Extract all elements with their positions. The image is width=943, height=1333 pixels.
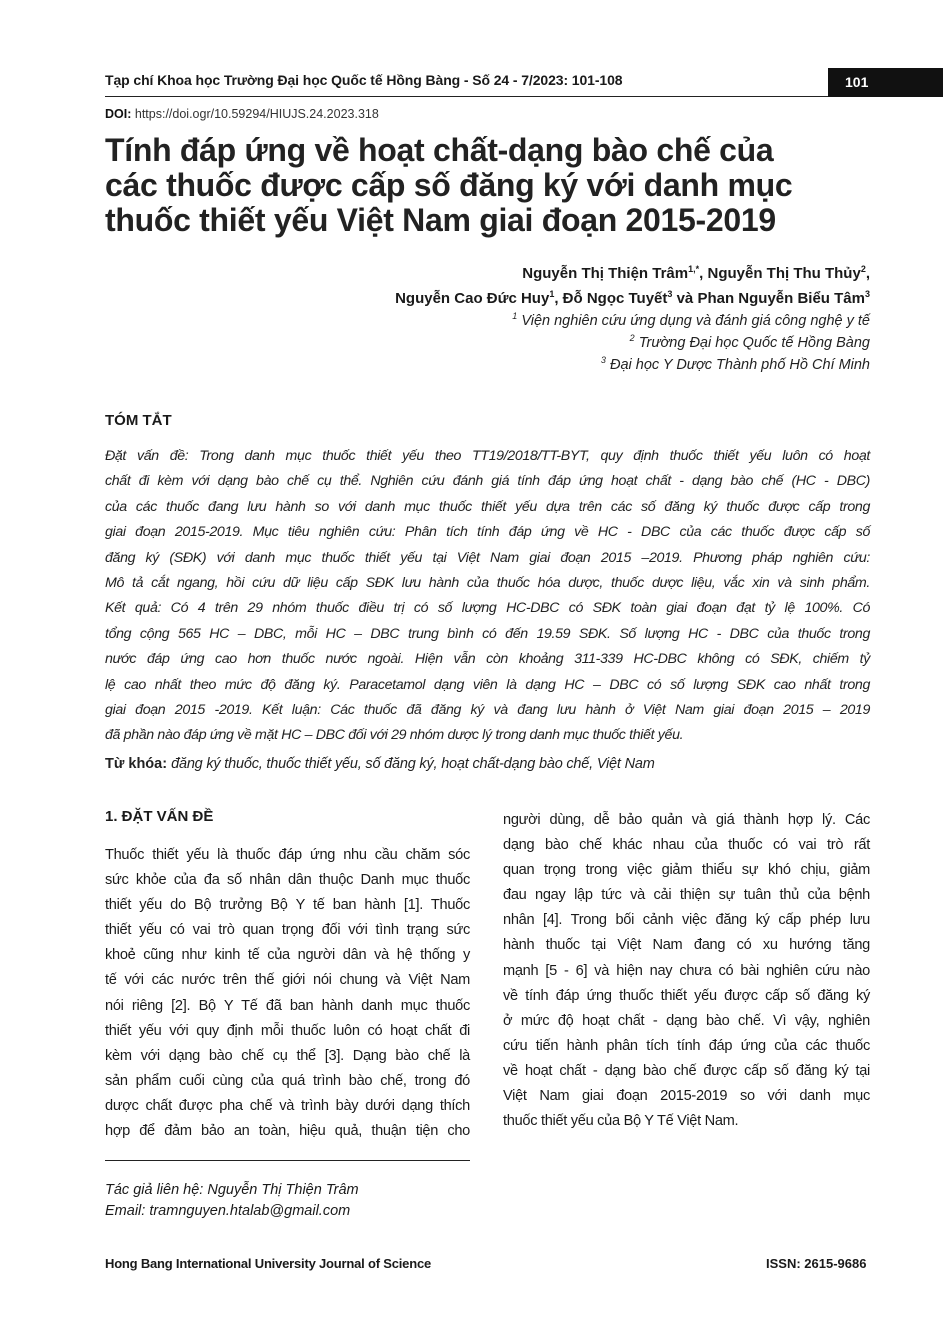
text-line: thiết yếu do Bộ trưởng Bộ Y tế ban hành [1]. Thuốc <box>105 897 470 914</box>
text-line: đã phần nào đáp ứng về mặt HC – DBC đối với 29 nhóm dược lý trong danh mục thuốc thiết yếu. <box>105 727 684 744</box>
text-line: đăng ký (SĐK) với danh mục thuốc thiết yếu tại Việt Nam giai đoạn 2015 –2019. Phương pháp nghiên cứu: <box>105 549 870 566</box>
author-sup: 1,* <box>688 264 700 274</box>
author: Nguyễn Cao Đức Huy <box>395 290 550 307</box>
author-sup: 3 <box>864 289 870 299</box>
text-line: hợp để đảm bảo an toàn, hiệu quả, thuận tiện cho <box>105 1123 470 1140</box>
author: Đỗ Ngọc Tuyết <box>562 290 668 307</box>
body-column-left <box>105 843 470 1144</box>
journal-header: Tạp chí Khoa học Trường Đại học Quốc tế Hồng Bàng - Số 24 - 7/2023: 101-108 <box>105 72 623 88</box>
body-column-right <box>503 808 870 1134</box>
text-line: nhân [4]. Trong bối cảnh việc đăng ký cấp phép lưu <box>503 912 870 929</box>
footer-journal: Hong Bang International University Journal of Science <box>105 1256 432 1271</box>
text-line: mạnh [5 - 6] và hiện nay chưa có bài nghiên cứu nào <box>503 962 870 979</box>
author-sup: 2 <box>860 264 866 274</box>
text-line: sản phẩm cuối cùng của quá trình bào chế, trong đó <box>105 1072 470 1089</box>
footnote <box>105 1180 359 1222</box>
abstract-body <box>105 444 870 749</box>
text-line: kèm với dạng bào chế cụ thể [3]. Dạng bào chế là <box>105 1047 470 1064</box>
text-line: Mô tả cắt ngang, hồi cứu dữ liệu cấp SĐK lưu hành của thuốc hóa dược, thuốc dược liệu, vắc xin và sinh phẩm. <box>105 575 870 592</box>
title-line: thuốc thiết yếu Việt Nam giai đoạn 2015-2019 <box>105 202 776 238</box>
affiliation-text: Đại học Y Dược Thành phố Hồ Chí Minh <box>609 357 870 373</box>
authors: Nguyễn Thị Thiện Trâm$^{1,*}$, Nguyễn Thị Thu Thủy$^2$, Nguyễn Cao Đức Huy$^1$, Đỗ Ngọc Tuyết$^3$ và Phan Nguyễn Biểu Tâm$^3$ <box>395 264 870 307</box>
affiliation <box>512 354 870 376</box>
text-line: lệ cao nhất theo mức độ đăng ký. Paracetamol dạng viên là dạng HC – DBC có số lượng SĐK cao nhất trong <box>105 676 870 693</box>
keywords-label: Từ khóa: <box>105 756 168 772</box>
text-line: dược chất được pha chế và trình bày dưới dạng thích <box>105 1097 470 1114</box>
text-line: Kết quả: Có 4 trên 29 nhóm thuốc điều trị có số lượng HC-DBC có SĐK toàn giai đoạn đạt tỷ lệ 100%. Có <box>105 600 870 617</box>
title-line: Tính đáp ứng về hoạt chất-dạng bào chế của <box>105 132 774 168</box>
corresponding-author: Tác giả liên hệ: Nguyễn Thị Thiện Trâm <box>105 1182 359 1198</box>
text-line: Thuốc thiết yếu là thuốc đáp ứng nhu cầu chăm sóc <box>105 847 470 863</box>
affiliation-sup: 3 <box>600 355 606 366</box>
author-sup: 3 <box>667 289 673 299</box>
title-line: các thuốc được cấp số đăng ký với danh mục <box>105 167 793 203</box>
text-line: đau ngay lập tức và cải thiện sự tuân thủ của bệnh <box>503 887 870 904</box>
text-line: dạng bào chế khác nhau của thuốc có vai trò rất <box>503 837 870 854</box>
article-title <box>105 133 885 238</box>
keywords-text: đăng ký thuốc, thuốc thiết yếu, số đăng ký, hoạt chất-dạng bào chế, Việt Nam <box>171 756 655 772</box>
author-sup: 1 <box>549 289 555 299</box>
affiliation <box>512 310 870 332</box>
doi-link[interactable]: https://doi.ogr/10.59294/HIUJS.24.2023.318 <box>134 107 379 121</box>
text-line: thuốc thiết yếu của Bộ Y Tế Việt Nam. <box>503 1113 739 1130</box>
affiliation-sup: 2 <box>629 333 635 344</box>
text-line: sức khỏe của đa số nhân dân thuộc Danh mục thuốc <box>105 872 470 889</box>
text-line: người dùng, dễ bảo quản và giá thành hợp lý. Các <box>503 812 870 828</box>
author: Nguyễn Thị Thu Thủy <box>707 265 861 282</box>
footnote-rule <box>105 1160 470 1161</box>
abstract-heading: TÓM TẮT <box>105 412 172 429</box>
affiliations <box>512 310 870 376</box>
text-line: của các thuốc đang lưu hành so với danh mục thuốc thiết yếu dựa trên các số đăng ký thuốc được cấp trong <box>105 498 870 515</box>
text-line: hành thuốc tại Việt Nam đang có xu hướng tăng <box>503 937 870 954</box>
footer-issn: ISSN: 2615-9686 <box>766 1256 867 1271</box>
text-line: ở mức độ hoạt chất - dạng bào chế. Vì vậy, nghiên <box>503 1012 870 1029</box>
affiliation <box>512 332 870 354</box>
text-line: giai đoạn 2015-2019. Mục tiêu nghiên cứu: Phân tích tính đáp ứng về HC - DBC của các thuốc được cấp số <box>105 524 870 541</box>
page-number: 101 <box>828 68 943 97</box>
text-line: thiết yếu có vai trò quan trọng đối với tình trạng sức <box>105 922 470 939</box>
section-heading: 1. ĐẶT VẤN ĐỀ <box>105 808 214 825</box>
affiliation-text: Trường Đại học Quốc tế Hồng Bàng <box>638 335 870 351</box>
header-rule <box>105 96 828 97</box>
author: Nguyễn Thị Thiện Trâm <box>522 265 689 282</box>
text-line: cứu tiến hành phân tích tính đáp ứng của các thuốc <box>503 1037 870 1054</box>
doi-label: DOI: <box>105 107 132 121</box>
text-line: Việt Nam giai đoạn 2015-2019 so với danh mục <box>503 1088 870 1105</box>
text-line: thiết yếu với quy định mỗi thuốc luôn có hoạt chất đi <box>105 1022 470 1039</box>
corresponding-email[interactable]: Email: tramnguyen.htalab@gmail.com <box>105 1203 351 1219</box>
affiliation-sup: 1 <box>512 311 518 322</box>
keywords <box>105 756 655 772</box>
text-line: nói riêng [2]. Bộ Y Tế đã ban hành danh mục thuốc <box>105 997 470 1014</box>
text-line: tổng cộng 565 HC – DBC, mỗi HC – DBC trung bình có đến 19.59 SĐK. Số lượng HC - DBC của thuốc trong <box>105 625 870 642</box>
author-conjunction: và <box>676 290 694 307</box>
text-line: Đặt vấn đề: Trong danh mục thuốc thiết yếu theo TT19/2018/TT-BYT, quy định thuốc thiết yếu luôn có hoạt <box>105 448 870 464</box>
text-line: khoẻ cũng như kinh tế của người dân và hệ thống y <box>105 947 470 964</box>
text-line: chất đi kèm với dạng bào chế cụ thể. Nghiên cứu đánh giá tính đáp ứng hoạt chất - dạng bào chế (HC - DBC) <box>105 473 870 490</box>
text-line: tế với các nước trên thế giới nói chung và Việt Nam <box>105 972 470 989</box>
text-line: nước đáp ứng cao hơn thuốc nước ngoài. Hiện vẫn còn khoảng 311-339 HC-DBC không có SĐK, chiếm tỷ <box>105 651 870 668</box>
text-line: về hoạt chất - dạng bào chế được cấp số đăng ký tại <box>503 1062 870 1079</box>
text-line: giai đoạn 2015 -2019. Kết luận: Các thuốc đã đăng ký và đang lưu hành ở Việt Nam giai đoạn 2015 – 2019 <box>105 702 870 719</box>
text-line: về tính đáp ứng thuốc thiết yếu được cấp số đăng ký <box>503 987 870 1004</box>
author: Phan Nguyễn Biểu Tâm <box>697 290 865 307</box>
text-line: quan trọng trong việc giảm thiểu sự khó chịu, giảm <box>503 862 870 879</box>
doi <box>105 107 379 121</box>
affiliation-text: Viện nghiên cứu ứng dụng và đánh giá công nghệ y tế <box>521 313 870 329</box>
